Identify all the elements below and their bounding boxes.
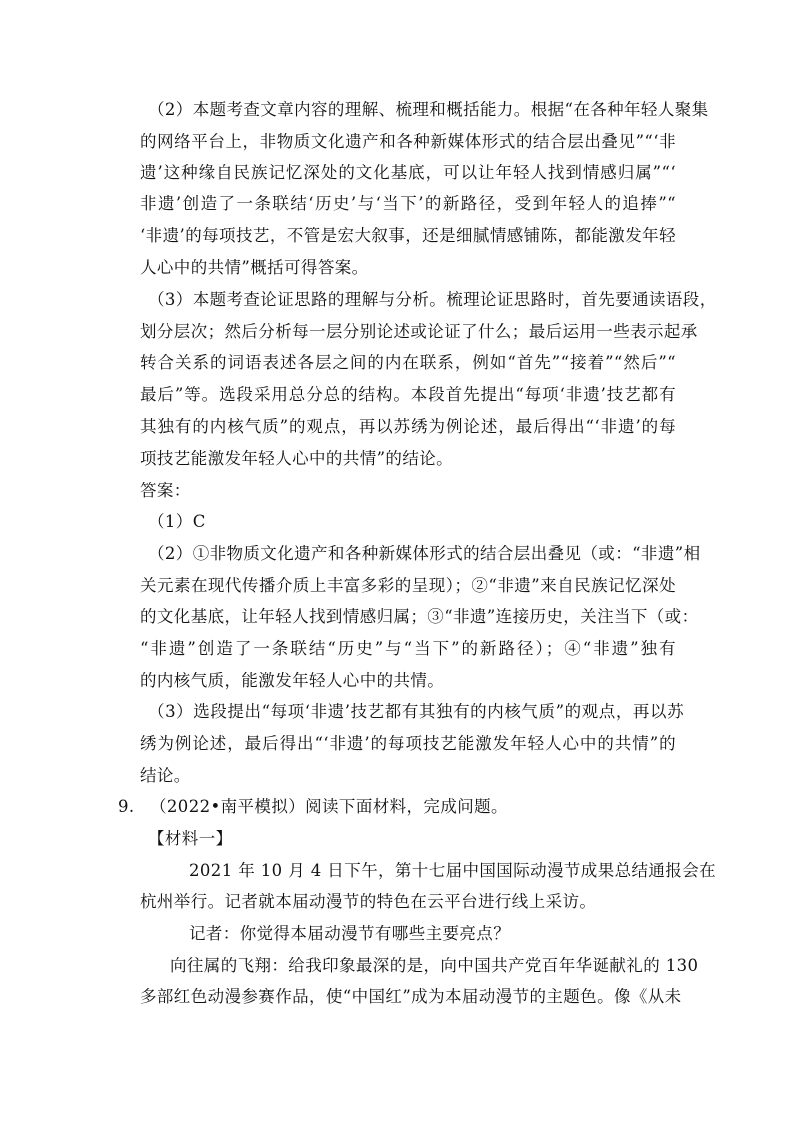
- analysis-2-line: ‘非遗’的每项技艺，不管是宏大叙事，还是细腻情感铺陈，都能激发年轻: [140, 226, 676, 245]
- answer-label: 答案：: [140, 481, 191, 500]
- analysis-3-line: 转合关系的词语表述各层之间的内在联系，例如“首先”“接着”“然后”“: [140, 353, 676, 372]
- answer-2-line: 的内核气质，能激发年轻人心中的共情。: [140, 671, 445, 690]
- analysis-3-line: 项技艺能激发年轻人心中的共情”的结论。: [140, 449, 454, 468]
- analysis-2-line: （2）本题考查文章内容的理解、梳理和概括能力。根据“在各种年轻人聚集: [148, 100, 709, 119]
- material-line: 2021 年 10 月 4 日下午，第十七届中国国际动漫节成果总结通报会在: [189, 861, 717, 880]
- answer-2-line: （2）①非物质文化遗产和各种新媒体形式的结合层出叠见（或：“非遗”相: [148, 544, 701, 563]
- material-line: 多部红色动漫参赛作品，使“中国红”成为本届动漫节的主题色。像《从未: [140, 987, 682, 1006]
- analysis-3-line: （3）本题考查论证思路的理解与分析。梳理论证思路时，首先要通读语段，: [148, 290, 717, 309]
- answer-1: （1）C: [148, 512, 206, 531]
- answer-3-line: 绣为例论述，最后得出“‘非遗’的每项技艺能激发年轻人心中的共情”的: [140, 734, 676, 753]
- answer-2-line: 关元素在现代传播介质上丰富多彩的呈现）；②“非遗”来自民族记忆深处: [140, 576, 676, 595]
- answer-3-line: （3）选段提出“每项‘非遗’技艺都有其独有的内核气质”的观点，再以苏: [148, 702, 684, 721]
- answer-2-line: 的文化基底，让年轻人找到情感归属；③“非遗”连接历史，关注当下（或：: [140, 607, 699, 626]
- analysis-2-line: 非遗’创造了一条联结‘历史’与‘当下’的新路径，受到年轻人的追捧”“: [140, 194, 676, 213]
- analysis-2-line: 遗’这种缘自民族记忆深处的文化基底，可以让年轻人找到情感归属”“‘: [140, 163, 676, 182]
- analysis-2-line: 人心中的共情”概括可得答案。: [140, 258, 369, 277]
- question-number: 9.: [118, 797, 135, 816]
- analysis-3-line: 划分层次；然后分析每一层分别论述或论证了什么；最后运用一些表示起承: [140, 322, 698, 341]
- analysis-2-line: 的网络平台上，非物质文化遗产和各种新媒体形式的结合层出叠见”“‘非: [140, 132, 676, 151]
- material-line: 记者：你觉得本届动漫节有哪些主要亮点？: [189, 924, 511, 943]
- answer-2-line: “非遗”创造了一条联结“历史”与“当下”的新路径）；④“非遗”独有: [140, 639, 676, 658]
- answer-3-line: 结论。: [140, 766, 191, 785]
- question-stem: （2022•南平模拟）阅读下面材料，完成问题。: [150, 797, 508, 816]
- material-label: 【材料一】: [148, 829, 233, 848]
- material-line: 杭州举行。记者就本届动漫节的特色在云平台进行线上采访。: [140, 892, 597, 911]
- analysis-3-line: 最后”等。选段采用总分总的结构。本段首先提出“每项‘非遗’技艺都有: [140, 385, 676, 404]
- material-line: 向往属的飞翔：给我印象最深的是，向中国共产党百年华诞献礼的 130: [170, 956, 699, 975]
- analysis-3-line: 其独有的内核气质”的观点，再以苏绣为例论述，最后得出“‘非遗’的每: [140, 417, 676, 436]
